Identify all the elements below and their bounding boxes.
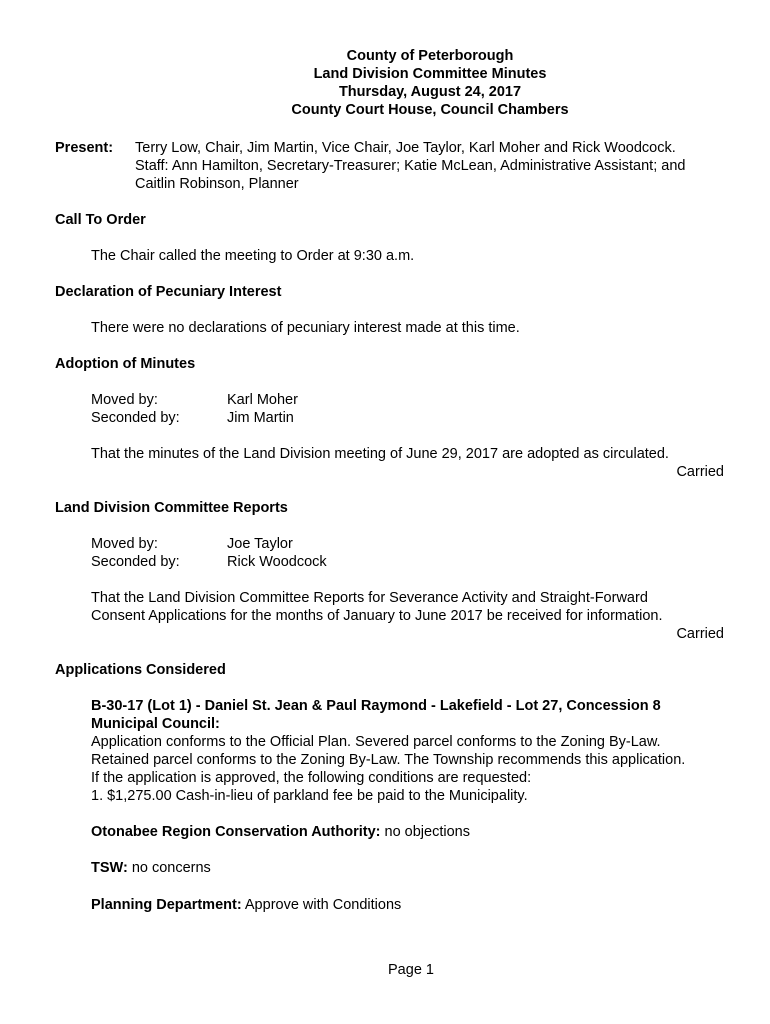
present-line-2: Staff: Ann Hamilton, Secretary-Treasurer; Katie McLean, Administrative Assistant; and (135, 158, 686, 174)
pecuniary-text: There were no declarations of pecuniary interest made at this time. (91, 320, 520, 336)
reports-moved-value: Joe Taylor (227, 536, 293, 552)
municipal-council-label: Municipal Council: (91, 716, 220, 732)
adoption-motion-text: That the minutes of the Land Division meeting of June 29, 2017 are adopted as circulated. (91, 446, 669, 462)
header-date: Thursday, August 24, 2017 (338, 84, 522, 100)
adoption-seconded-label: Seconded by: (91, 410, 180, 426)
council-line-4: 1. $1,275.00 Cash-in-lieu of parkland fee be paid to the Municipality. (91, 788, 528, 804)
council-line-2: Retained parcel conforms to the Zoning By-Law. The Township recommends this application. (91, 752, 686, 768)
adoption-moved-label: Moved by: (91, 392, 158, 408)
tsw-value: no concerns (131, 860, 211, 876)
application-title: B-30-17 (Lot 1) - Daniel St. Jean & Paul Raymond - Lakefield - Lot 27, Concession 8 (91, 698, 661, 714)
planning-value: Approve with Conditions (244, 897, 402, 913)
orca-comment (91, 823, 470, 841)
reports-heading: Land Division Committee Reports (55, 500, 288, 516)
orca-value: no objections (384, 824, 470, 840)
orca-label: Otonabee Region Conservation Authority: (91, 824, 381, 840)
header-committee: Land Division Committee Minutes (313, 66, 547, 82)
adoption-seconded-value: Jim Martin (227, 410, 294, 426)
tsw-label: TSW: (91, 860, 128, 876)
council-line-1: Application conforms to the Official Plan. Severed parcel conforms to the Zoning By-Law. (91, 734, 661, 750)
applications-heading: Applications Considered (55, 662, 226, 678)
planning-label: Planning Department: (91, 897, 242, 913)
document-header (0, 47, 770, 119)
header-location: County Court House, Council Chambers (291, 102, 569, 118)
reports-motion-line-1: That the Land Division Committee Reports for Severance Activity and Straight-Forward (91, 590, 648, 606)
pecuniary-heading: Declaration of Pecuniary Interest (55, 284, 282, 300)
reports-result: Carried (676, 626, 724, 642)
adoption-heading: Adoption of Minutes (55, 356, 196, 372)
reports-seconded-label: Seconded by: (91, 554, 180, 570)
municipal-council-text (91, 733, 685, 805)
reports-seconded-value: Rick Woodcock (227, 554, 327, 570)
reports-motion-text (91, 589, 662, 625)
call-to-order-text: The Chair called the meeting to Order at 9:30 a.m. (91, 248, 415, 264)
reports-motion-line-2: Consent Applications for the months of January to June 2017 be received for information. (91, 608, 663, 624)
present-attendees (135, 139, 735, 193)
present-label: Present: (55, 140, 114, 156)
planning-comment (91, 896, 401, 914)
adoption-result: Carried (676, 464, 724, 480)
adoption-moved-value: Karl Moher (227, 392, 298, 408)
present-line-3: Caitlin Robinson, Planner (135, 176, 299, 192)
page-number: Page 1 (388, 962, 434, 978)
header-county: County of Peterborough (346, 48, 514, 64)
tsw-comment (91, 859, 211, 877)
council-line-3: If the application is approved, the following conditions are requested: (91, 770, 532, 786)
reports-moved-label: Moved by: (91, 536, 158, 552)
call-to-order-heading: Call To Order (55, 212, 146, 228)
present-line-1: Terry Low, Chair, Jim Martin, Vice Chair, Joe Taylor, Karl Moher and Rick Woodcock. (135, 140, 676, 156)
